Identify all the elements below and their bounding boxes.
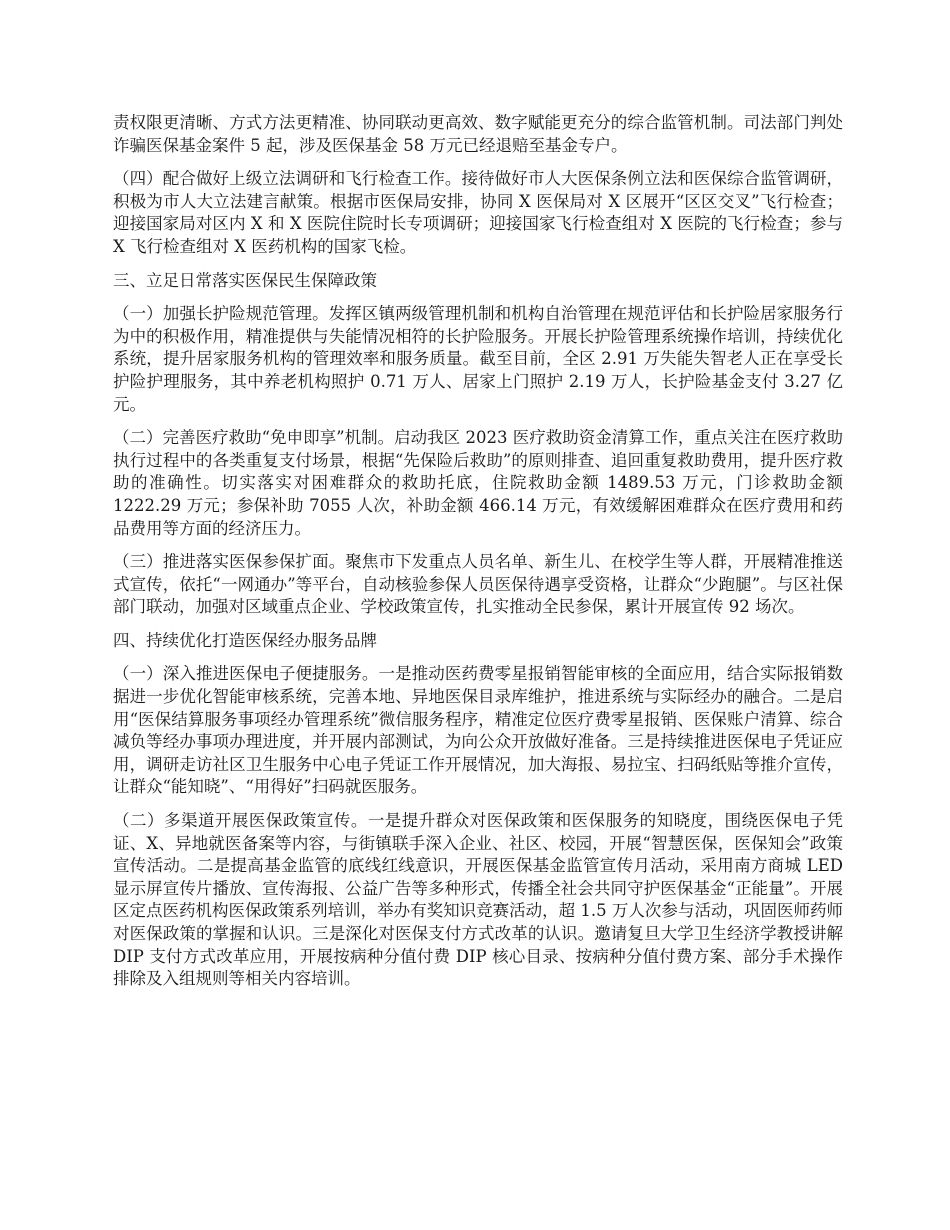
paragraph-supervision-mechanism: 责权限更清晰、方式方法更精准、协同联动更高效、数字赋能更充分的综合监管机制。司法部门判处诈骗医保基金案件 5 起，涉及医保基金 58 万元已经退赔至基金专户。 [113, 113, 843, 155]
paragraph-long-term-care: （一）加强长护险规范管理。发挥区镇两级管理机制和机构自治管理在规范评估和长护险居家服务行为中的积极作用，精准提供与失能情况相符的长护险服务。开展长护险管理系统操作培训，持续优化系统，提升居家服务机构的管理效率和服务质量。截至目前，全区 2.91 万失能失智老人正在享受长护险护理服务，其中养老机构照护 0.71 万人、居家上门照护 2.19 万人，长护险基金支付 3.27 亿元。 [113, 304, 843, 414]
paragraph-electronic-services: （一）深入推进医保电子便捷服务。一是推动医药费零星报销智能审核的全面应用，结合实际报销数据进一步优化智能审核系统，完善本地、异地医保目录库维护，推进系统与实际经办的融合。二是启用“医保结算服务事项经办管理系统”微信服务程序，精准定位医疗费零星报销、医保账户清算、综合减负等经办事项办理进度，并开展内部测试，为向公众开放做好准备。三是持续推进医保电子凭证应用，调研走访社区卫生服务中心电子凭证工作开展情况，加大海报、易拉宝、扫码纸贴等推介宣传，让群众“能知晓”、“用得好”扫码就医服务。 [113, 664, 843, 797]
document-page [113, 112, 843, 1002]
paragraph-policy-publicity: （二）多渠道开展医保政策宣传。一是提升群众对医保政策和医保服务的知晓度，围绕医保电子凭证、X、异地就医备案等内容，与街镇联手深入企业、社区、校园，开展“智慧医保，医保知会”政策宣传活动。二是提高基金监管的底线红线意识，开展医保基金监管宣传月活动，采用南方商城 LED 显示屏宣传片播放、宣传海报、公益广告等多种形式，传播全社会共同守护医保基金“正能量”。开展区定点医药机构医保政策系列培训，举办有奖知识竞赛活动，超 1.5 万人次参与活动，巩固医师药师对医保政策的掌握和认识。三是深化对医保支付方式改革的认识。邀请复旦大学卫生经济学教授讲解 DIP 支付方式改革应用，开展按病种分值付费 DIP 核心目录、按病种分值付费方案、部分手术操作排除及入组规则等相关内容培训。 [113, 811, 843, 989]
paragraph-insurance-enrollment: （三）推进落实医保参保扩面。聚焦市下发重点人员名单、新生儿、在校学生等人群，开展精准推送式宣传，依托“一网通办”等平台，自动核验参保人员医保待遇享受资格，让群众“少跑腿”。与区社保部门联动，加强对区域重点企业、学校政策宣传，扎实推动全民参保，累计开展宣传 92 场次。 [113, 552, 843, 617]
section-heading-4: 四、持续优化打造医保经办服务品牌 [113, 630, 377, 650]
paragraph-medical-assistance: （二）完善医疗救助“免申即享”机制。启动我区 2023 医疗救助资金清算工作，重点关注在医疗救助执行过程中的各类重复支付场景，根据“先保险后救助”的原则排查、追回重复救助费用，提升医疗救助的准确性。切实落实对困难群众的救助托底，住院救助金额 1489.53 万元，门诊救助金额 1222.29 万元；参保补助 7055 人次，补助金额 466.14 万元，有效缓解困难群众在医疗费用和药品费用等方面的经济压力。 [113, 428, 843, 538]
paragraph-legislation-inspection: （四）配合做好上级立法调研和飞行检查工作。接待做好市人大医保条例立法和医保综合监管调研，积极为市人大立法建言献策。根据市医保局安排，协同 X 医保局对 X 区展开“区区交叉”飞行检查；迎接国家局对区内 X 和 X 医院住院时长专项调研；迎接国家飞行检查组对 X 医院的飞行检查；参与 X 飞行检查组对 X 医药机构的国家飞检。 [113, 169, 843, 256]
section-heading-3: 三、立足日常落实医保民生保障政策 [113, 270, 377, 290]
